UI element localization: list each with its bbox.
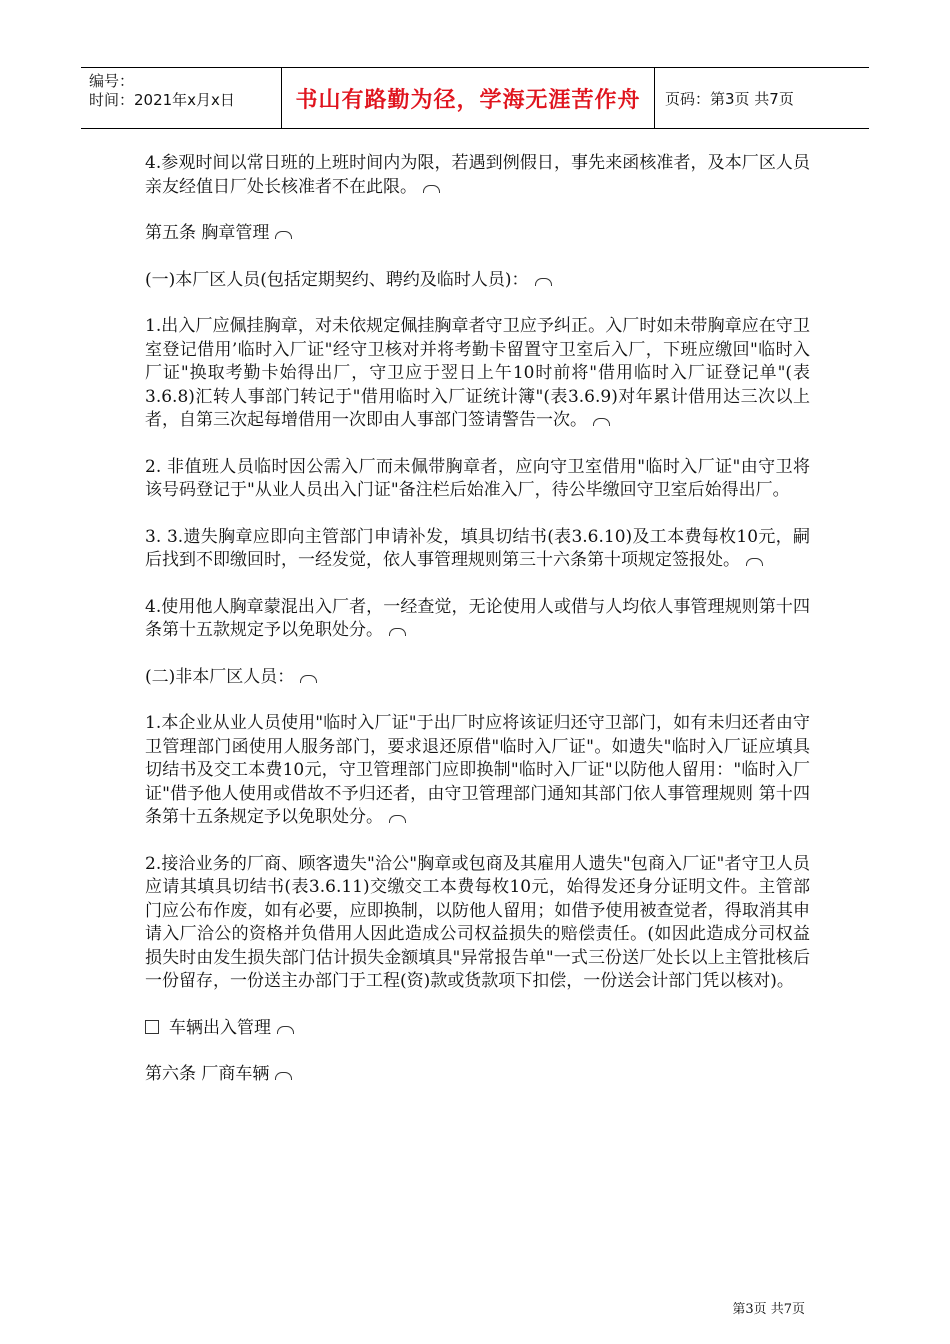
paragraph-mark-icon — [275, 1072, 292, 1080]
header-motto-cell — [282, 68, 655, 128]
subsection-internal-staff: (一)本厂区人员(包括定期契约、聘约及临时人员)： — [145, 269, 810, 293]
page-header — [81, 67, 869, 129]
paragraph-non-staff-rule-2: 2.接洽业务的厂商、顾客遗失"洽公"胸章或包商及其雇用人遗失"包商入厂证"者守卫人员应请其填具切结书(表3.6.11)交缴交工本费每枚10元，始得发还身分证明文件。主管部门应公布作废，如有必要，应即换制，以防他人留用；如借予使用被查觉者，得取消其申请入厂洽公的资格并负借用人因此造成公司权益损失的赔偿责任。(如因此造成分司权益损失时由发生损失部门估计损失金额填具"异常报告单"一式三份送厂处长以上主管批核后一份留存，一份送主办部门于工程(资)款或货款项下扣偿，一份送会计部门凭以核对)。 — [145, 853, 810, 991]
document-body — [145, 152, 810, 1110]
page-footer: 第3页 共7页 — [732, 1302, 805, 1317]
paragraph-mark-icon — [300, 675, 317, 683]
header-page-number: 页码：第3页 共7页 — [665, 89, 794, 108]
paragraph-badge-rule-4: 4.使用他人胸章蒙混出入厂者，一经查觉，无论使用人或借与人均依人事管理规则第十四条第十五款规定予以免职处分。 — [145, 596, 810, 640]
subsection-non-staff: (二)非本厂区人员： — [145, 666, 810, 690]
paragraph-mark-icon — [389, 815, 406, 823]
paragraph-mark-icon — [423, 185, 440, 193]
document-time-label: 时间：2021年x月x日 — [89, 91, 235, 109]
paragraph-badge-rule-3: 3. 3.遗失胸章应即向主管部门申请补发，填具切结书(表3.6.10)及工本费每枚10元，嗣后找到不即缴回时，一经发觉，依人事管理规则第三十六条第十项规定签报处。 — [145, 526, 810, 570]
paragraph-non-staff-rule-1: 1.本企业从业人员使用"临时入厂证"于出厂时应将该证归还守卫部门，如有未归还者由守卫管理部门函使用人服务部门，要求退还原借"临时入厂证"。如遗失"临时入厂证应填具切结书及交工本费10元，守卫管理部门应即换制"临时入厂证"以防他人留用："临时入厂证"借予他人使用或借故不予归还者，由守卫管理部门通知其部门依人事管理规则 第十四条第十五条规定予以免职处分。 — [145, 713, 810, 827]
section-heading-badge: 第五条 胸章管理 — [145, 222, 810, 246]
checkbox-square-icon — [145, 1020, 159, 1034]
header-meta — [81, 68, 282, 128]
paragraph-mark-icon — [277, 1026, 294, 1034]
header-motto: 书山有路勤为径，学海无涯苦作舟 — [295, 87, 641, 113]
paragraph-badge-rule-2: 2. 非值班人员临时因公需入厂而未佩带胸章者，应向守卫室借用"临时入厂证"由守卫将该号码登记于"从业人员出入门证"备注栏后始准入厂，待公毕缴回守卫室后始得出厂。 — [145, 456, 810, 500]
section-heading-vendor-vehicles: 第六条 厂商车辆 — [145, 1063, 810, 1087]
paragraph-mark-icon — [593, 418, 610, 426]
paragraph-mark-icon — [746, 558, 763, 566]
document-number-label: 编号： — [89, 72, 135, 90]
paragraph-visit-time: 4.参观时间以常日班的上班时间内为限，若遇到例假日，事先来函核准者，及本厂区人员亲友经值日厂处长核准者不在此限。 — [145, 153, 810, 197]
paragraph-badge-rule-1: 1.出入厂应佩挂胸章，对未依规定佩挂胸章者守卫应予纠正。入厂时如未带胸章应在守卫室登记借用’临时入厂证"经守卫核对并将考勤卡留置守卫室后入厂，下班应缴回"临时入厂证"换取考勤卡始得出厂，守卫应于翌日上午10时前将"借用临时入厂证登记单"(表3.6.8)汇转人事部门转记于"借用临时入厂证统计簿"(表3.6.9)对年累计借用达三次以上者，自第三次起每增借用一次即由人事部门签请警告一次。 — [145, 316, 810, 430]
paragraph-mark-icon — [275, 231, 292, 239]
paragraph-mark-icon — [389, 628, 406, 636]
paragraph-mark-icon — [535, 278, 552, 286]
section-heading-vehicles: 车辆出入管理 — [145, 1017, 810, 1041]
